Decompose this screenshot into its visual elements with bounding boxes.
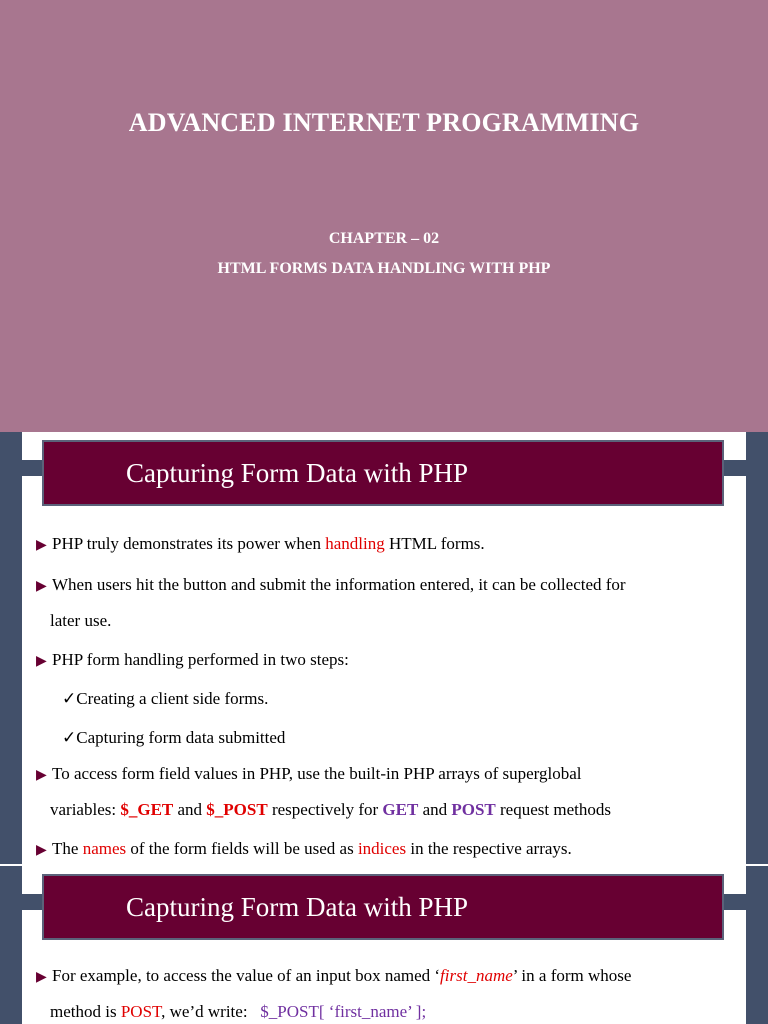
- bullet-text: HTML forms.: [384, 534, 485, 553]
- bullet-text: ’ in a form whose: [512, 966, 632, 985]
- checkmark-icon: ✓: [62, 728, 77, 747]
- title-slide: [0, 0, 768, 432]
- bullet-continuation: [36, 793, 732, 827]
- right-rail: [746, 432, 768, 864]
- code-snippet: $_POST[ ‘first_name’ ];: [260, 1002, 427, 1021]
- bullet-paragraph: [36, 959, 732, 995]
- bullet-text: request methods: [495, 800, 611, 819]
- bullet-text: later use.: [50, 611, 112, 630]
- slide-header-title: Capturing Form Data with PHP: [126, 892, 468, 922]
- right-rail: [746, 866, 768, 1024]
- content-slide-1: [0, 432, 768, 864]
- check-item: [36, 718, 732, 757]
- bullet-text: respectively for: [267, 800, 383, 819]
- bullet-text: When users hit the button and submit the information entered, it can be collected for: [52, 575, 626, 594]
- post-method: POST: [451, 800, 496, 819]
- bullet-text: of the form fields will be used as: [126, 839, 358, 858]
- bullet-text: PHP form handling performed in two steps:: [52, 650, 349, 669]
- bullet-text: PHP truly demonstrates its power when: [52, 534, 326, 553]
- get-method: GET: [382, 800, 419, 819]
- right-triangle-bullet-icon: ▶: [36, 538, 47, 553]
- content-slide-2: [0, 866, 768, 1024]
- get-superglobal: $_GET: [120, 800, 174, 819]
- bullet-continuation: [36, 604, 732, 638]
- left-rail: [0, 432, 22, 864]
- bullet-text: in the respective arrays.: [406, 839, 572, 858]
- slide-header-bar: [42, 874, 724, 940]
- field-name-first-name: first_name: [440, 966, 513, 985]
- right-triangle-bullet-icon: ▶: [36, 970, 47, 985]
- bullet-text: method is: [50, 1002, 121, 1021]
- bullet-paragraph: [36, 757, 732, 793]
- left-rail: [0, 866, 22, 1024]
- post-superglobal: $_POST: [206, 800, 268, 819]
- bullet-text: and: [173, 800, 207, 819]
- bullet-continuation: [36, 995, 732, 1024]
- slide-header-bar: [42, 440, 724, 506]
- emphasis-names: names: [82, 839, 127, 858]
- bullet-paragraph: [36, 832, 732, 864]
- emphasis-handling: handling: [325, 534, 385, 553]
- right-triangle-bullet-icon: ▶: [36, 654, 47, 669]
- bullet-text: The: [52, 839, 83, 858]
- right-triangle-bullet-icon: ▶: [36, 843, 47, 858]
- check-text: Creating a client side forms.: [76, 689, 269, 708]
- right-triangle-bullet-icon: ▶: [36, 768, 47, 783]
- bullet-text: , we’d write:: [161, 1002, 261, 1021]
- emphasis-indices: indices: [357, 839, 407, 858]
- checkmark-icon: ✓: [62, 689, 77, 708]
- check-item: [36, 679, 732, 718]
- chapter-label: CHAPTER – 02: [328, 230, 440, 247]
- bullet-text: variables:: [50, 800, 121, 819]
- presentation-title: ADVANCED INTERNET PROGRAMMING: [128, 108, 640, 137]
- slide-body: [36, 959, 732, 1024]
- right-rail-tab: [722, 460, 746, 476]
- bullet-paragraph: [36, 643, 732, 679]
- chapter-subtitle: HTML FORMS DATA HANDLING WITH PHP: [217, 260, 551, 277]
- bullet-paragraph: [36, 527, 732, 563]
- bullet-text: and: [418, 800, 452, 819]
- bullet-text: For example, to access the value of an input box named ‘: [52, 966, 441, 985]
- bullet-paragraph: [36, 568, 732, 604]
- bullet-text: To access form field values in PHP, use the built-in PHP arrays of superglobal: [52, 764, 582, 783]
- slide-body: [36, 527, 732, 864]
- post-method: POST: [120, 1002, 162, 1021]
- slide-header-title: Capturing Form Data with PHP: [126, 458, 468, 488]
- check-text: Capturing form data submitted: [76, 728, 286, 747]
- right-triangle-bullet-icon: ▶: [36, 579, 47, 594]
- right-rail-tab: [722, 894, 746, 910]
